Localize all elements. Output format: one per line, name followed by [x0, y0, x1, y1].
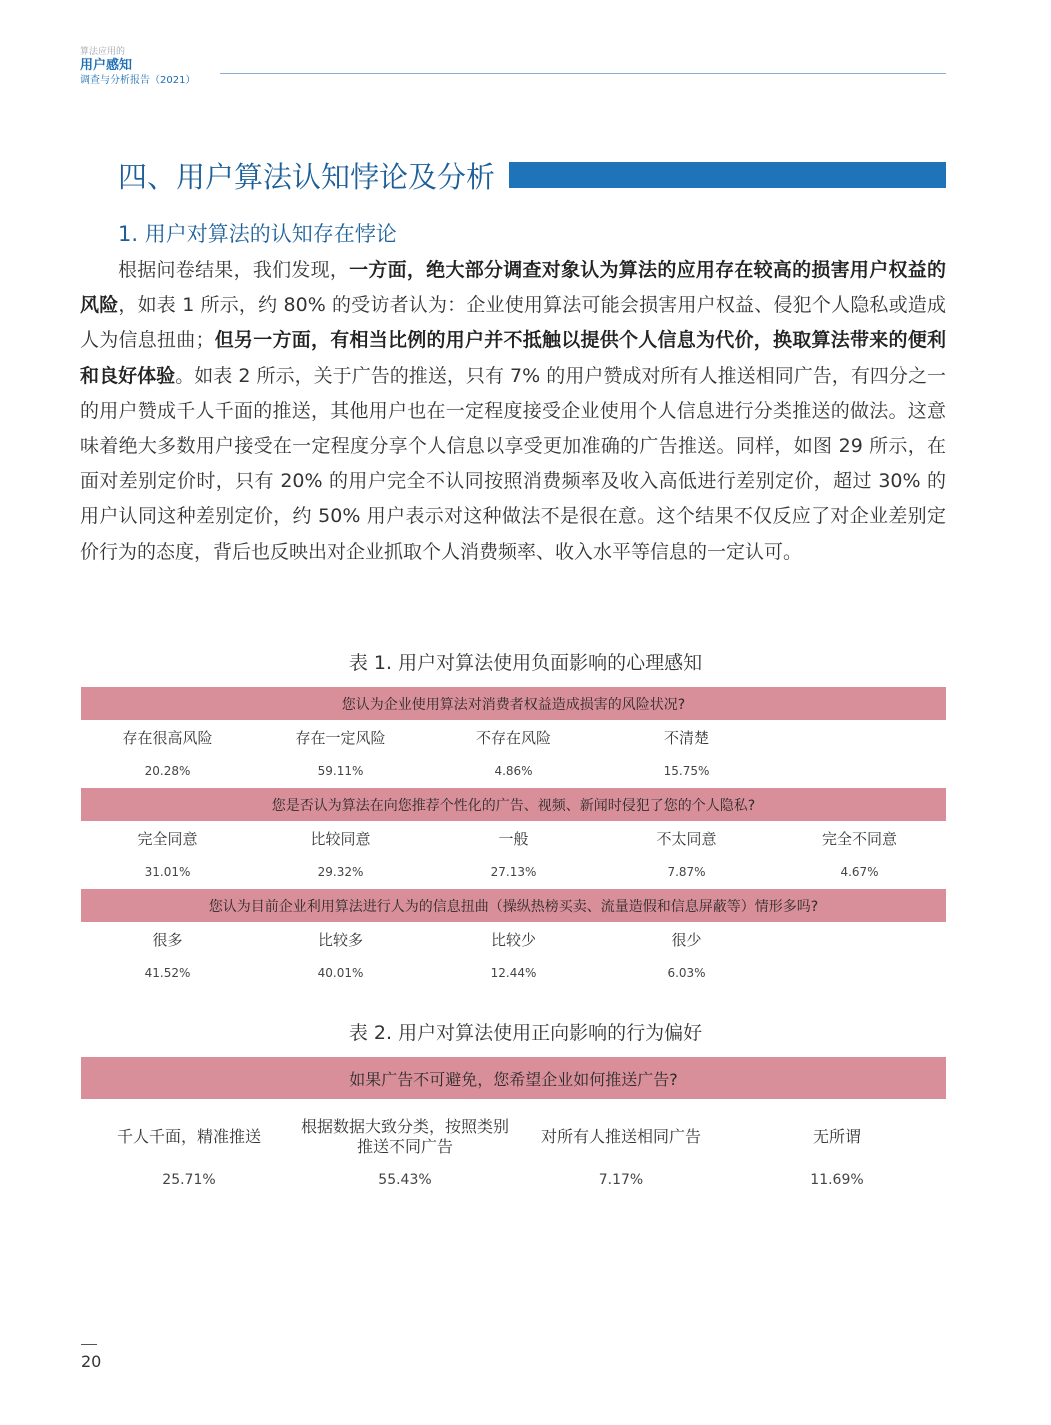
table-cell: 7.87% — [667, 865, 706, 879]
table-cell: 比较少 — [490, 930, 536, 949]
section-heading — [118, 152, 946, 198]
table-cell: 根据数据大致分类，按照类别推送不同广告 — [300, 1117, 509, 1156]
paragraph-part-2: ，如表 1 所示，约 80% 的受访者认为：企业使用算法可能会损害用户权益、侵犯个人隐私或造成人为信息扭曲； — [80, 294, 946, 352]
table-cell: 11.69% — [810, 1172, 864, 1188]
table2 — [81, 1057, 946, 1195]
page-header — [80, 46, 946, 87]
table-cell: 很少 — [671, 930, 702, 949]
page-number: 20 — [81, 1352, 102, 1371]
header-small-text: 算法应用的 — [80, 47, 126, 57]
table-cell: 完全不同意 — [821, 829, 897, 848]
table-cell: 存在一定风险 — [295, 728, 386, 747]
table-cell: 41.52% — [144, 966, 191, 980]
header-brand: 用户感知 — [80, 58, 133, 73]
table-cell: 29.32% — [317, 865, 364, 879]
subsection-title: 1. 用户对算法的认知存在悖论 — [118, 222, 397, 246]
table-cell: 20.28% — [144, 764, 191, 778]
footer-rule — [81, 1344, 97, 1345]
header-rule — [220, 73, 946, 74]
table-cell: 比较多 — [317, 930, 363, 949]
table1-q2-options-row — [81, 821, 946, 855]
section-title: 四、用户算法认知悖论及分析 — [118, 159, 496, 194]
table-cell: 不太同意 — [656, 829, 717, 848]
table-cell: 存在很高风险 — [122, 728, 213, 747]
table-cell: 对所有人推送相同广告 — [540, 1127, 701, 1146]
body-paragraph — [80, 253, 946, 570]
table1-q1-options-row — [81, 720, 946, 754]
table-cell: 27.13% — [490, 865, 537, 879]
table-cell: 无所谓 — [812, 1127, 861, 1146]
table-cell: 4.67% — [840, 865, 879, 879]
table-cell: 25.71% — [162, 1172, 216, 1188]
table1-q1-values-row — [81, 754, 946, 788]
table-cell: 4.86% — [494, 764, 533, 778]
table1-q3-values-row — [81, 956, 946, 990]
table-cell: 12.44% — [490, 966, 537, 980]
table1 — [81, 687, 946, 990]
table-cell: 31.01% — [144, 865, 191, 879]
table1-q3-options-row — [81, 922, 946, 956]
table-cell: 一般 — [498, 829, 529, 848]
table-cell: 7.17% — [598, 1172, 644, 1188]
table-cell: 比较同意 — [310, 829, 371, 848]
table1-q2-question: 您是否认为算法在向您推荐个性化的广告、视频、新闻时侵犯了您的个人隐私? — [81, 788, 946, 821]
table-cell: 不存在风险 — [475, 728, 551, 747]
paragraph-bold-2: 但另一方面，有相当比例的用户并不抵触以提供个人信息为代价，换取算法带来的便利和良好体验 — [80, 329, 946, 387]
table2-values-row — [81, 1165, 946, 1195]
table-cell: 55.43% — [378, 1172, 432, 1188]
paragraph-part-3: 。如表 2 所示，关于广告的推送，只有 7% 的用户赞成对所有人推送相同广告，有四分之一的用户赞成千人千面的推送，其他用户也在一定程度接受企业使用个人信息进行分类推送的做法。这意味着绝大多数用户接受在一定程度分享个人信息以享受更加准确的广告推送。同样，如图 29 所示，在面对差别定价时，只有 20% 的用户完全不认同按照消费频率及收入高低进行差别定价，超过 30% 的用户认同这种差别定价，约 50% 用户表示对这种做法不是很在意。这个结果不仅反应了对企业差别定价行为的态度，背后也反映出对企业抓取个人消费频率、收入水平等信息的一定认可。 — [80, 364, 946, 563]
table-cell: 很多 — [152, 930, 183, 949]
table1-q1-question: 您认为企业使用算法对消费者权益造成损害的风险状况? — [81, 687, 946, 720]
table2-question: 如果广告不可避免，您希望企业如何推送广告? — [81, 1057, 946, 1099]
table-cell: 完全同意 — [137, 829, 198, 848]
table1-q2-values-row — [81, 855, 946, 889]
paragraph-bold-1: 一方面，绝大部分调查对象认为算法的应用存在较高的损害用户权益的风险 — [80, 259, 946, 317]
paragraph-part-1: 根据问卷结果，我们发现， — [118, 259, 350, 281]
table-cell: 千人千面，精准推送 — [116, 1127, 261, 1146]
section-title-bar — [509, 162, 946, 188]
header-subtitle: 调查与分析报告（2021） — [80, 75, 196, 86]
table-cell: 15.75% — [663, 764, 710, 778]
table1-title: 表 1. 用户对算法使用负面影响的心理感知 — [348, 652, 703, 674]
table-cell: 40.01% — [317, 966, 364, 980]
table-cell: 6.03% — [667, 966, 706, 980]
table-cell: 不清楚 — [663, 728, 709, 747]
table2-options-row — [81, 1109, 946, 1165]
table-cell: 59.11% — [317, 764, 364, 778]
table1-q3-question: 您认为目前企业利用算法进行人为的信息扭曲（操纵热榜买卖、流量造假和信息屏蔽等）情形多吗? — [81, 889, 946, 922]
table2-title: 表 2. 用户对算法使用正向影响的行为偏好 — [348, 1022, 703, 1044]
